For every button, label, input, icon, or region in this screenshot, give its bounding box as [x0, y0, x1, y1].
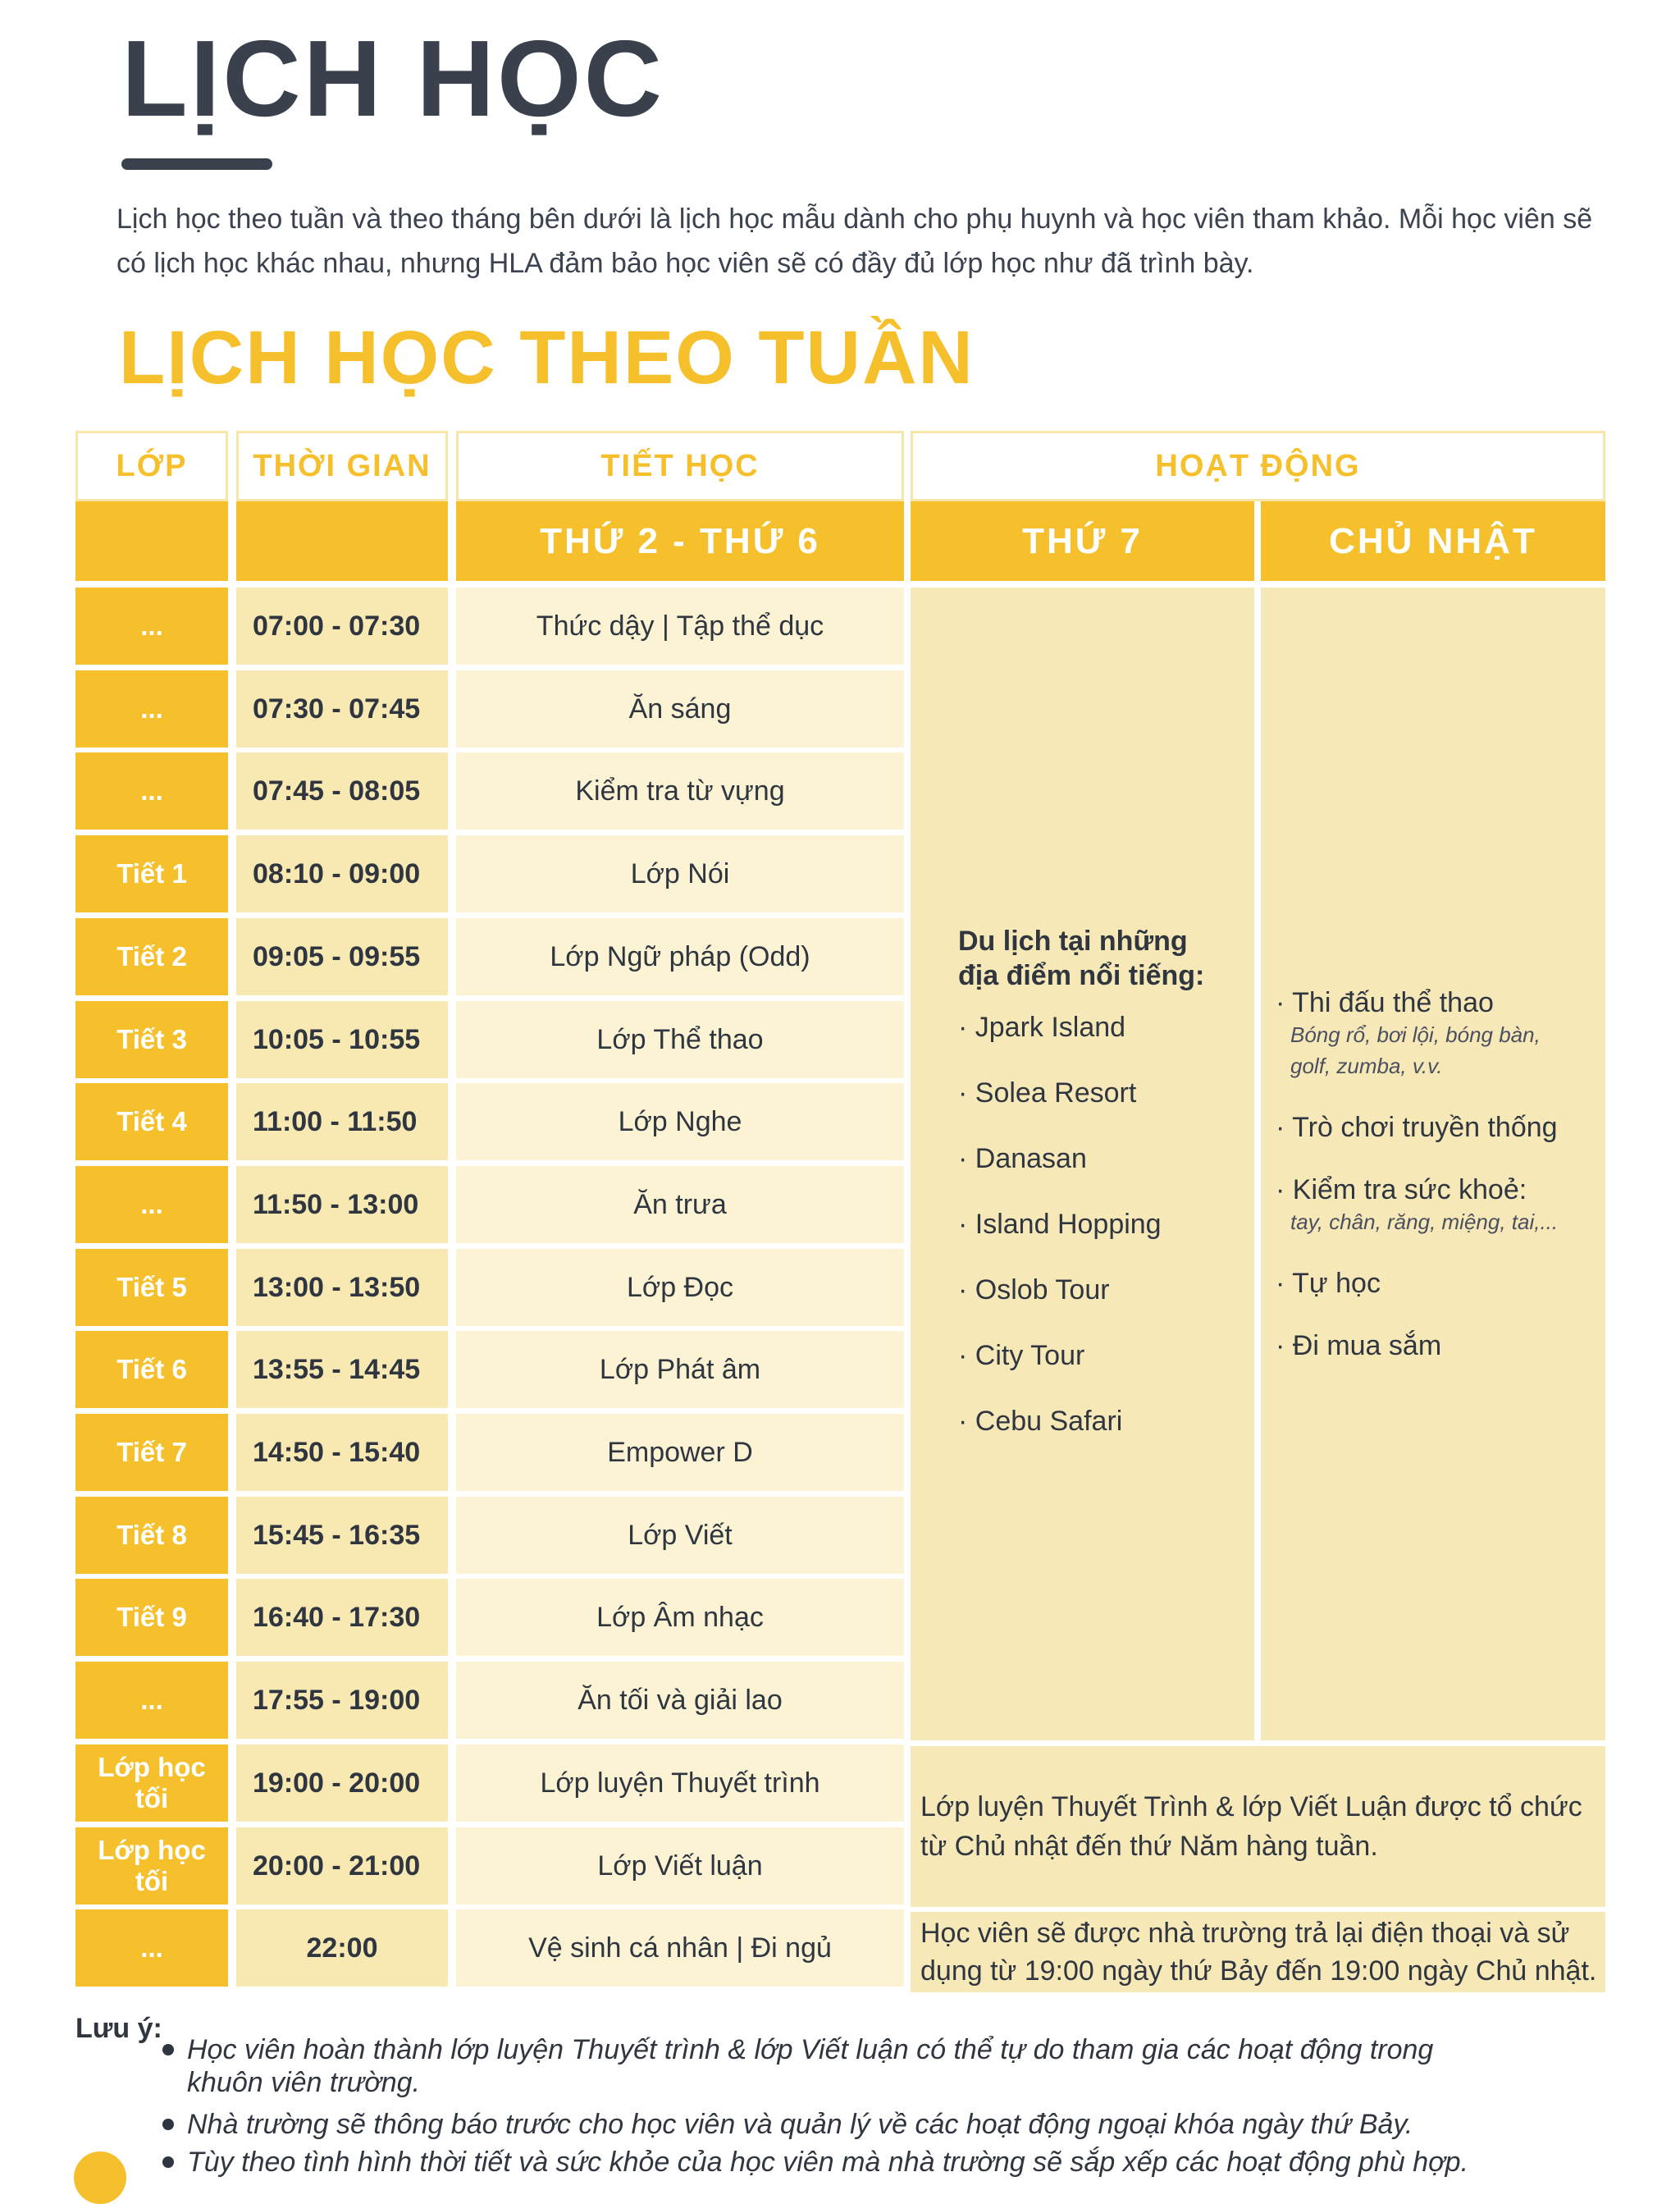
sunday-activity-label: · Trò chơi truyền thống: [1276, 1111, 1558, 1143]
header-tiet-hoc: TIẾT HỌC: [456, 431, 904, 501]
row-time: 07:30 - 07:45: [236, 670, 448, 748]
row-subject: Lớp Viết: [456, 1497, 904, 1574]
sunday-activity-detail: Bóng rổ, bơi lội, bóng bàn, golf, zumba, v.v.: [1290, 1022, 1541, 1078]
row-time: 17:55 - 19:00: [236, 1662, 448, 1739]
evening-class-note: Lớp luyện Thuyết Trình & lớp Viết Luận được tổ chức từ Chủ nhật đến thứ Năm hàng tuần.: [911, 1746, 1605, 1907]
note-item-1: Học viên hoàn thành lớp luyện Thuyết trình & lớp Viết luận có thể tự do tham gia các hoạt động trong: [187, 2034, 1434, 2065]
row-time: 07:45 - 08:05: [236, 752, 448, 830]
row-time: 15:45 - 16:35: [236, 1497, 448, 1574]
saturday-activity-item: · Oslob Tour: [958, 1273, 1110, 1305]
row-time: 11:00 - 11:50: [236, 1083, 448, 1160]
header-lop: LỚP: [75, 431, 228, 501]
row-class-label: ...: [75, 588, 228, 665]
row-class-label: Tiết 2: [75, 918, 228, 995]
row-time: 14:50 - 15:40: [236, 1414, 448, 1491]
header-weekdays: THỨ 2 - THỨ 6: [456, 501, 904, 581]
row-class-label: Tiết 4: [75, 1083, 228, 1160]
row-class-label: Tiết 1: [75, 835, 228, 912]
row-class-label: Lớp học tối: [75, 1827, 228, 1904]
weekly-schedule-title: LỊCH HỌC THEO TUẦN: [119, 316, 975, 400]
sunday-activity-detail: tay, chân, răng, miệng, tai,...: [1290, 1209, 1559, 1234]
row-time: 08:10 - 09:00: [236, 835, 448, 912]
note-item-3: Tùy theo tình hình thời tiết và sức khỏe của học viên mà nhà trường sẽ sắp xếp các hoạt động phù hợp.: [187, 2147, 1469, 2178]
sunday-activities: [1261, 588, 1605, 1740]
note-item-1-cont: khuôn viên trường.: [187, 2067, 421, 2098]
note-label: Lưu ý:: [75, 2013, 162, 2044]
saturday-activity-item: · Island Hopping: [958, 1208, 1162, 1240]
saturday-activity-item: · City Tour: [958, 1339, 1085, 1371]
sunday-activity-item: [1276, 1111, 1586, 1144]
decorative-circle-icon: [74, 2151, 126, 2204]
sunday-activity-label: · Thi đấu thể thao: [1276, 986, 1494, 1018]
row-class-label: Tiết 6: [75, 1331, 228, 1408]
row-class-label: ...: [75, 752, 228, 830]
row-subject: Lớp Viết luận: [456, 1827, 904, 1904]
row-subject: Lớp Nghe: [456, 1083, 904, 1160]
row-subject: Lớp Đọc: [456, 1249, 904, 1326]
row-time: 16:40 - 17:30: [236, 1579, 448, 1656]
row-class-label: ...: [75, 1662, 228, 1739]
saturday-activity-item: · Danasan: [958, 1142, 1087, 1174]
sunday-activity-item: [1276, 1329, 1586, 1362]
row-class-label: Tiết 5: [75, 1249, 228, 1326]
row-class-label: Lớp học tối: [75, 1744, 228, 1822]
row-time: 19:00 - 20:00: [236, 1744, 448, 1822]
bullet-icon: [162, 2044, 174, 2055]
header-saturday: THỨ 7: [911, 501, 1254, 581]
row-time: 07:00 - 07:30: [236, 588, 448, 665]
sunday-activity-label: · Đi mua sắm: [1276, 1329, 1442, 1361]
sunday-activity-item: [1276, 1267, 1586, 1300]
header2-lop-blank: [75, 501, 228, 581]
header-thoi-gian: THỜI GIAN: [236, 431, 448, 501]
row-subject: Ăn sáng: [456, 670, 904, 748]
row-subject: Kiểm tra từ vựng: [456, 752, 904, 830]
sunday-activity-label: · Kiểm tra sức khoẻ:: [1276, 1173, 1527, 1205]
row-time: 11:50 - 13:00: [236, 1166, 448, 1243]
row-class-label: Tiết 3: [75, 1001, 228, 1078]
row-class-label: Tiết 7: [75, 1414, 228, 1491]
row-subject: Lớp Âm nhạc: [456, 1579, 904, 1656]
row-subject: Ăn tối và giải lao: [456, 1662, 904, 1739]
row-subject: Lớp luyện Thuyết trình: [456, 1744, 904, 1822]
row-subject: Lớp Thể thao: [456, 1001, 904, 1078]
sunday-activity-item: [1276, 986, 1586, 1081]
row-class-label: Tiết 9: [75, 1579, 228, 1656]
saturday-activity-item: · Jpark Island: [958, 1011, 1126, 1043]
bullet-icon: [162, 2119, 174, 2130]
header-sunday: CHỦ NHẬT: [1261, 501, 1605, 581]
header-hoat-dong: HOẠT ĐỘNG: [911, 431, 1605, 501]
row-time: 20:00 - 21:00: [236, 1827, 448, 1904]
sunday-activity-label: · Tự học: [1276, 1267, 1381, 1299]
row-class-label: ...: [75, 670, 228, 748]
saturday-heading: Du lịch tại những địa điểm nổi tiếng:: [958, 925, 1205, 991]
row-class-label: ...: [75, 1166, 228, 1243]
bullet-icon: [162, 2156, 174, 2168]
row-time: 13:00 - 13:50: [236, 1249, 448, 1326]
header2-time-blank: [236, 501, 448, 581]
row-class-label: Tiết 8: [75, 1497, 228, 1574]
intro-paragraph: Lịch học theo tuần và theo tháng bên dưới là lịch học mẫu dành cho phụ huynh và học viên tham khảo. Mỗi học viên sẽ có lịch học khác nhau, nhưng HLA đảm bảo học viên sẽ có đầy đủ lớp học như đã trình bày.: [116, 203, 1593, 279]
sunday-activity-item: [1276, 1173, 1586, 1237]
row-subject: Lớp Ngữ pháp (Odd): [456, 918, 904, 995]
phone-note: Học viên sẽ được nhà trường trả lại điện thoại và sử dụng từ 19:00 ngày thứ Bảy đến 19:00 ngày Chủ nhật.: [911, 1912, 1605, 1992]
saturday-activities: [911, 588, 1254, 1740]
row-subject: Lớp Phát âm: [456, 1331, 904, 1408]
title-underline: [121, 158, 272, 170]
row-subject: Ăn trưa: [456, 1166, 904, 1243]
note-item-2: Nhà trường sẽ thông báo trước cho học viên và quản lý về các hoạt động ngoại khóa ngày thứ Bảy.: [187, 2109, 1413, 2140]
row-time: 13:55 - 14:45: [236, 1331, 448, 1408]
row-time: 09:05 - 09:55: [236, 918, 448, 995]
row-time: 10:05 - 10:55: [236, 1001, 448, 1078]
row-time: 22:00: [236, 1909, 448, 1987]
saturday-activity-item: · Solea Resort: [958, 1077, 1137, 1109]
row-class-label: ...: [75, 1909, 228, 1987]
page-title: LỊCH HỌC: [121, 18, 664, 139]
saturday-activity-item: · Cebu Safari: [958, 1405, 1123, 1437]
row-subject: Vệ sinh cá nhân | Đi ngủ: [456, 1909, 904, 1987]
row-subject: Lớp Nói: [456, 835, 904, 912]
row-subject: Thức dậy | Tập thể dục: [456, 588, 904, 665]
row-subject: Empower D: [456, 1414, 904, 1491]
